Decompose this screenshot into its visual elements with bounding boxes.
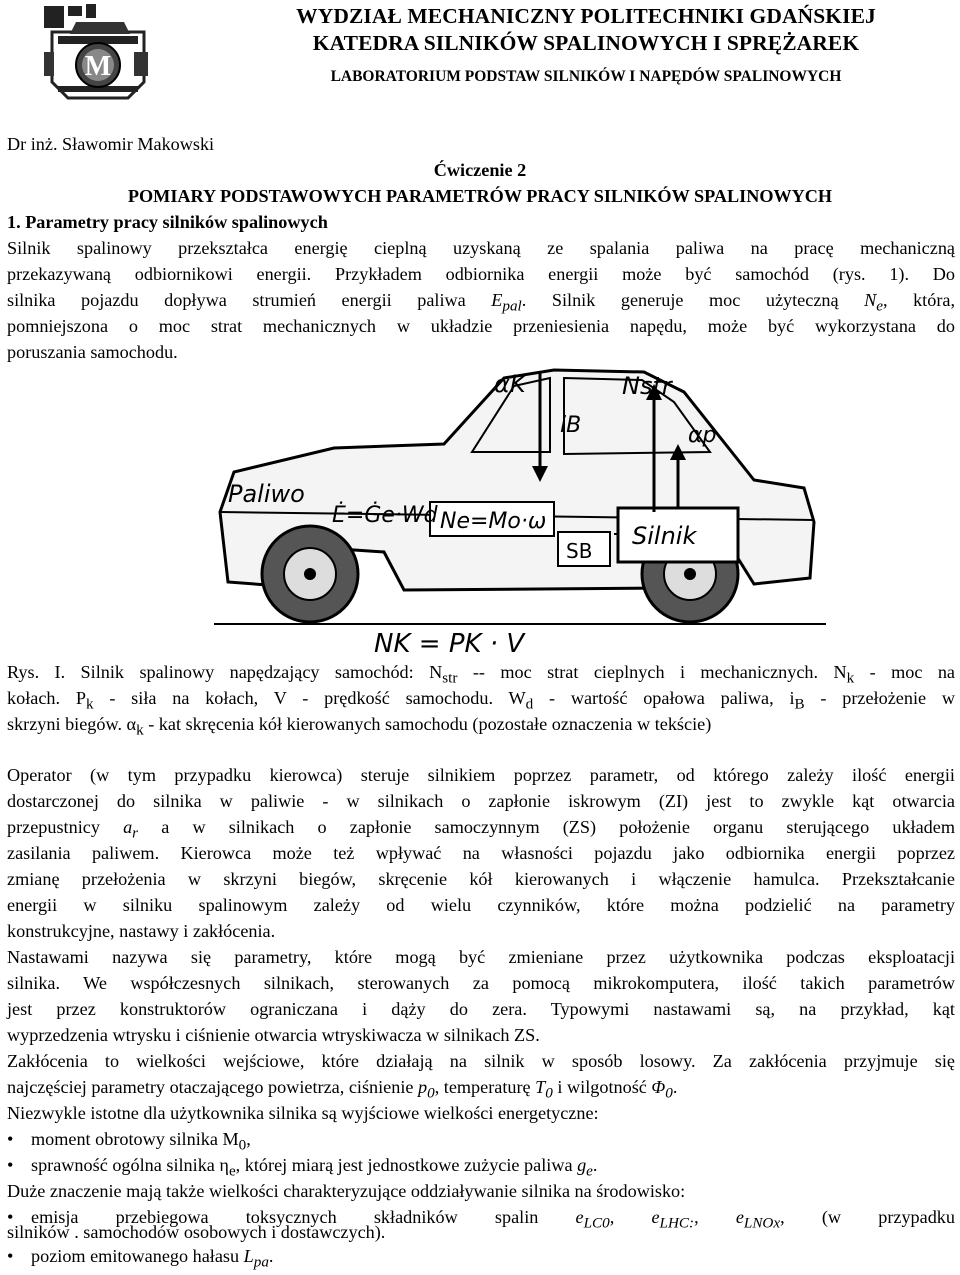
document-title: POMIARY PODSTAWOWYCH PARAMETRÓW PRACY SILNIKÓW SPALINOWYCH [127,186,833,206]
figure-caption: kołach. $P_k$ - siła na kołach, V - prędkość samochodu. $W_d$ - wartość opałowa paliwa, $i_B$ - przełożenie w [7,688,955,713]
paragraph-line: energii w silniku spalinowym zależy od wielu czynników, które można podzielić na parametry [7,895,955,915]
svg-text:iB: iB [560,413,582,438]
paragraph-line: zasilania paliwem. Kierowca może też wpływać na własności pojazdu jako odbiornika energii poprzez [7,843,955,863]
paragraph-line: przepustnicy $a_r$ a w silnikach o zapłonie samoczynnym (ZS) położenie organu sterującego układem [7,817,955,842]
svg-text:αp: αp [688,423,717,448]
paragraph-line: Zakłócenia to wielkości wejściowe, które działają na silnik w sposób losowy. Za zakłócenia przyjmuje się [7,1051,955,1071]
paragraph-line: silnika. We współczesnych silnikach, sterowanych za pomocą mikrokomputera, ilość takich parametrów [7,973,955,993]
page-header [0,0,960,100]
paragraph-line: poruszania samochodu. [7,342,178,362]
car-engine-figure [214,362,826,660]
list-item-continuation: silników . samochodów osobowych i dostawczych). [7,1222,386,1242]
author: Dr inż. Sławomir Makowski [7,134,215,154]
paragraph-line: najczęściej parametry otaczającego powietrza, ciśnienie $p_0$, temperaturę $T_0$ i wilgotność $\Phi_0$. [7,1077,678,1102]
paragraph-line: silnika pojazdu dopływa strumień energii paliwa $E_{pal}$. Silnik generuje moc użyteczną $N_e$, która, [7,290,955,315]
figure-caption: Rys. I. Silnik spalinowy napędzający samochód: $N_{str}$ -- moc strat cieplnych i mechanicznych. $N_k$ - moc na [7,662,955,687]
list-item: • moment obrotowy silnika $M_0$, [7,1129,251,1154]
section-heading: 1. Parametry pracy silników spalinowych [7,212,328,232]
paragraph-line: dostarczonej do silnika w paliwie - w silnikach o zapłonie iskrowym (ZI) jest to zwykle kąt otwarcia [7,791,955,811]
paragraph-line: pomniejszona o moc strat mechanicznych w układzie przeniesienia napędu, może być wykorzystana do [7,316,955,336]
svg-text:αK: αK [494,370,526,398]
paragraph-line: Niezwykle istotne dla użytkownika silnika są wyjściowe wielkości energetyczne: [7,1103,599,1123]
list-item: • sprawność ogólna silnika $\eta_e$, której miarą jest jednostkowe zużycie paliwa $g_e$. [7,1155,598,1180]
paragraph-line: Operator (w tym przypadku kierowca) steruje silnikiem poprzez parametr, od którego zależy ilość energii [7,765,955,785]
exercise-number: Ćwiczenie 2 [433,160,527,180]
svg-text:Nstr: Nstr [622,372,672,400]
paragraph-line: przekazywaną odbiornikowi energii. Przykładem odbiornika energii może być samochód (rys. 1). Do [7,264,955,284]
svg-text:M: M [84,51,112,82]
svg-text:NK = PK · V: NK = PK · V [374,629,525,659]
svg-text:Paliwo: Paliwo [228,480,305,508]
laboratory-name: LABORATORIUM PODSTAW SILNIKÓW I NAPĘDÓW SPALINOWYCH [330,68,842,85]
paragraph-line: Nastawami nazywa się parametry, które mogą być zmieniane przez użytkownika podczas eksploatacji [7,947,955,967]
paragraph-line: zmianę przełożenia w skrzyni biegów, skręcenie kół kierowanych i włączenie hamulca. Przekształcanie [7,869,955,889]
list-item: • emisja przebiegowa toksycznych składników spalin $e_{LC0}$, $e_{LHC:}$, $e_{LNOx}$, (w przypadku [7,1207,955,1232]
svg-text:Silnik: Silnik [632,522,697,550]
paragraph-line: Duże znaczenie mają także wielkości charakteryzujące oddziaływanie silnika na środowisko: [7,1181,686,1201]
faculty-name: WYDZIAŁ MECHANICZNY POLITECHNIKI GDAŃSKIEJ [296,4,876,28]
paragraph-line: Silnik spalinowy przekształca energię cieplną uzyskaną ze spalania paliwa na pracę mechaniczną [7,238,955,258]
list-item: • poziom emitowanego hałasu $L_{pa}$. [7,1246,274,1271]
university-logo [38,2,156,102]
front-wheel-icon [262,526,358,622]
svg-text:SB: SB [566,539,593,563]
figure-caption: skrzyni biegów. $\alpha_k$ - kat skręcenia kół kierowanych samochodu (pozostałe oznaczenia w tekście) [7,714,712,739]
department-name: KATEDRA SILNIKÓW SPALINOWYCH I SPRĘŻAREK [312,31,860,55]
svg-text:Ė=Ġe·Wd: Ė=Ġe·Wd [332,503,438,528]
paragraph-line: wyprzedzenia wtrysku i ciśnienie otwarcia wtryskiwacza w silnikach ZS. [7,1025,540,1045]
paragraph-line: jest przez konstruktorów ograniczana i dąży do zera. Typowymi nastawami są, na przykład, kąt [7,999,955,1019]
paragraph-line: konstrukcyjne, nastawy i zakłócenia. [7,921,276,941]
svg-text:Ne=Mo·ω: Ne=Mo·ω [440,509,547,534]
